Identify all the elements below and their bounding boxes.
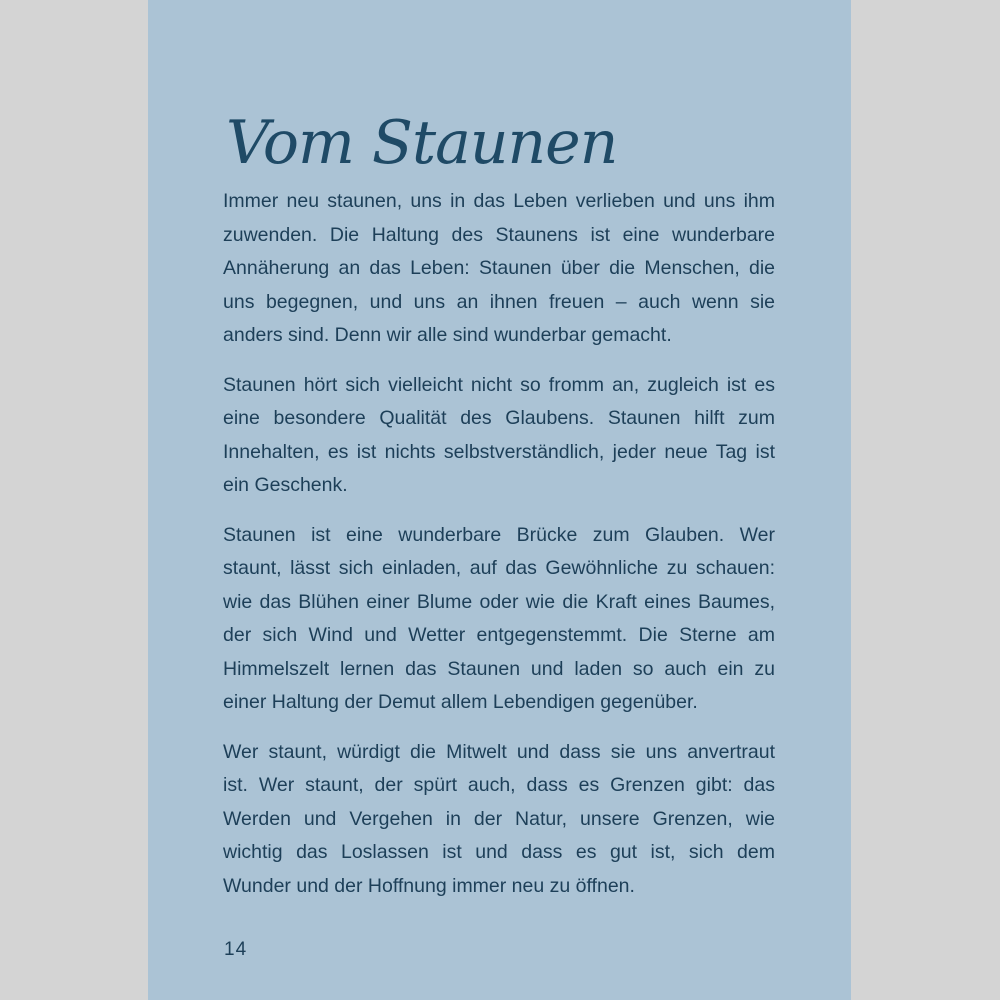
text-line: wichtig das Loslassen ist und dass es gut ist, sich dem bbox=[223, 841, 775, 863]
chapter-title: Vom Staunen bbox=[226, 108, 618, 178]
text-line: Innehalten, es ist nichts selbstverständlich, jeder neue Tag ist bbox=[223, 440, 775, 463]
text-line: uns begegnen, und uns an ihnen freuen – auch wenn sie bbox=[223, 290, 775, 313]
text-line: staunt, lässt sich einladen, auf das Gewöhnliche zu schauen: bbox=[223, 557, 775, 579]
text-line: Wer staunt, würdigt die Mitwelt und dass sie uns anvertraut bbox=[223, 740, 775, 763]
paragraph bbox=[223, 369, 775, 503]
text-line: Staunen ist eine wunderbare Brücke zum Glauben. Wer bbox=[223, 523, 775, 546]
page-number: 14 bbox=[224, 939, 248, 960]
paragraph bbox=[223, 519, 775, 720]
text-line: Annäherung an das Leben: Staunen über die Menschen, die bbox=[223, 257, 775, 279]
text-line: wie das Blühen einer Blume oder wie die Kraft eines Baumes, bbox=[223, 590, 775, 613]
text-line: Himmelszelt lernen das Staunen und laden so auch ein zu bbox=[223, 657, 775, 680]
paragraph bbox=[223, 736, 775, 904]
body-text bbox=[223, 185, 775, 919]
text-line: Wunder und der Hoffnung immer neu zu öffnen. bbox=[223, 874, 635, 897]
text-line: eine besondere Qualität des Glaubens. Staunen hilft zum bbox=[223, 407, 775, 429]
text-line: der sich Wind und Wetter entgegenstemmt. Die Sterne am bbox=[223, 624, 775, 646]
text-line: Werden und Vergehen in der Natur, unsere Grenzen, wie bbox=[223, 807, 775, 830]
text-line: ist. Wer staunt, der spürt auch, dass es Grenzen gibt: das bbox=[223, 774, 775, 796]
text-line: einer Haltung der Demut allem Lebendigen gegenüber. bbox=[223, 691, 698, 713]
paragraph bbox=[223, 185, 775, 353]
book-page bbox=[148, 0, 851, 1000]
text-line: zuwenden. Die Haltung des Staunens ist eine wunderbare bbox=[223, 223, 775, 246]
text-line: ein Geschenk. bbox=[223, 474, 348, 496]
text-line: anders sind. Denn wir alle sind wunderbar gemacht. bbox=[223, 324, 672, 346]
text-line: Immer neu staunen, uns in das Leben verlieben und uns ihm bbox=[223, 190, 775, 212]
text-line: Staunen hört sich vielleicht nicht so fromm an, zugleich ist es bbox=[223, 373, 775, 396]
